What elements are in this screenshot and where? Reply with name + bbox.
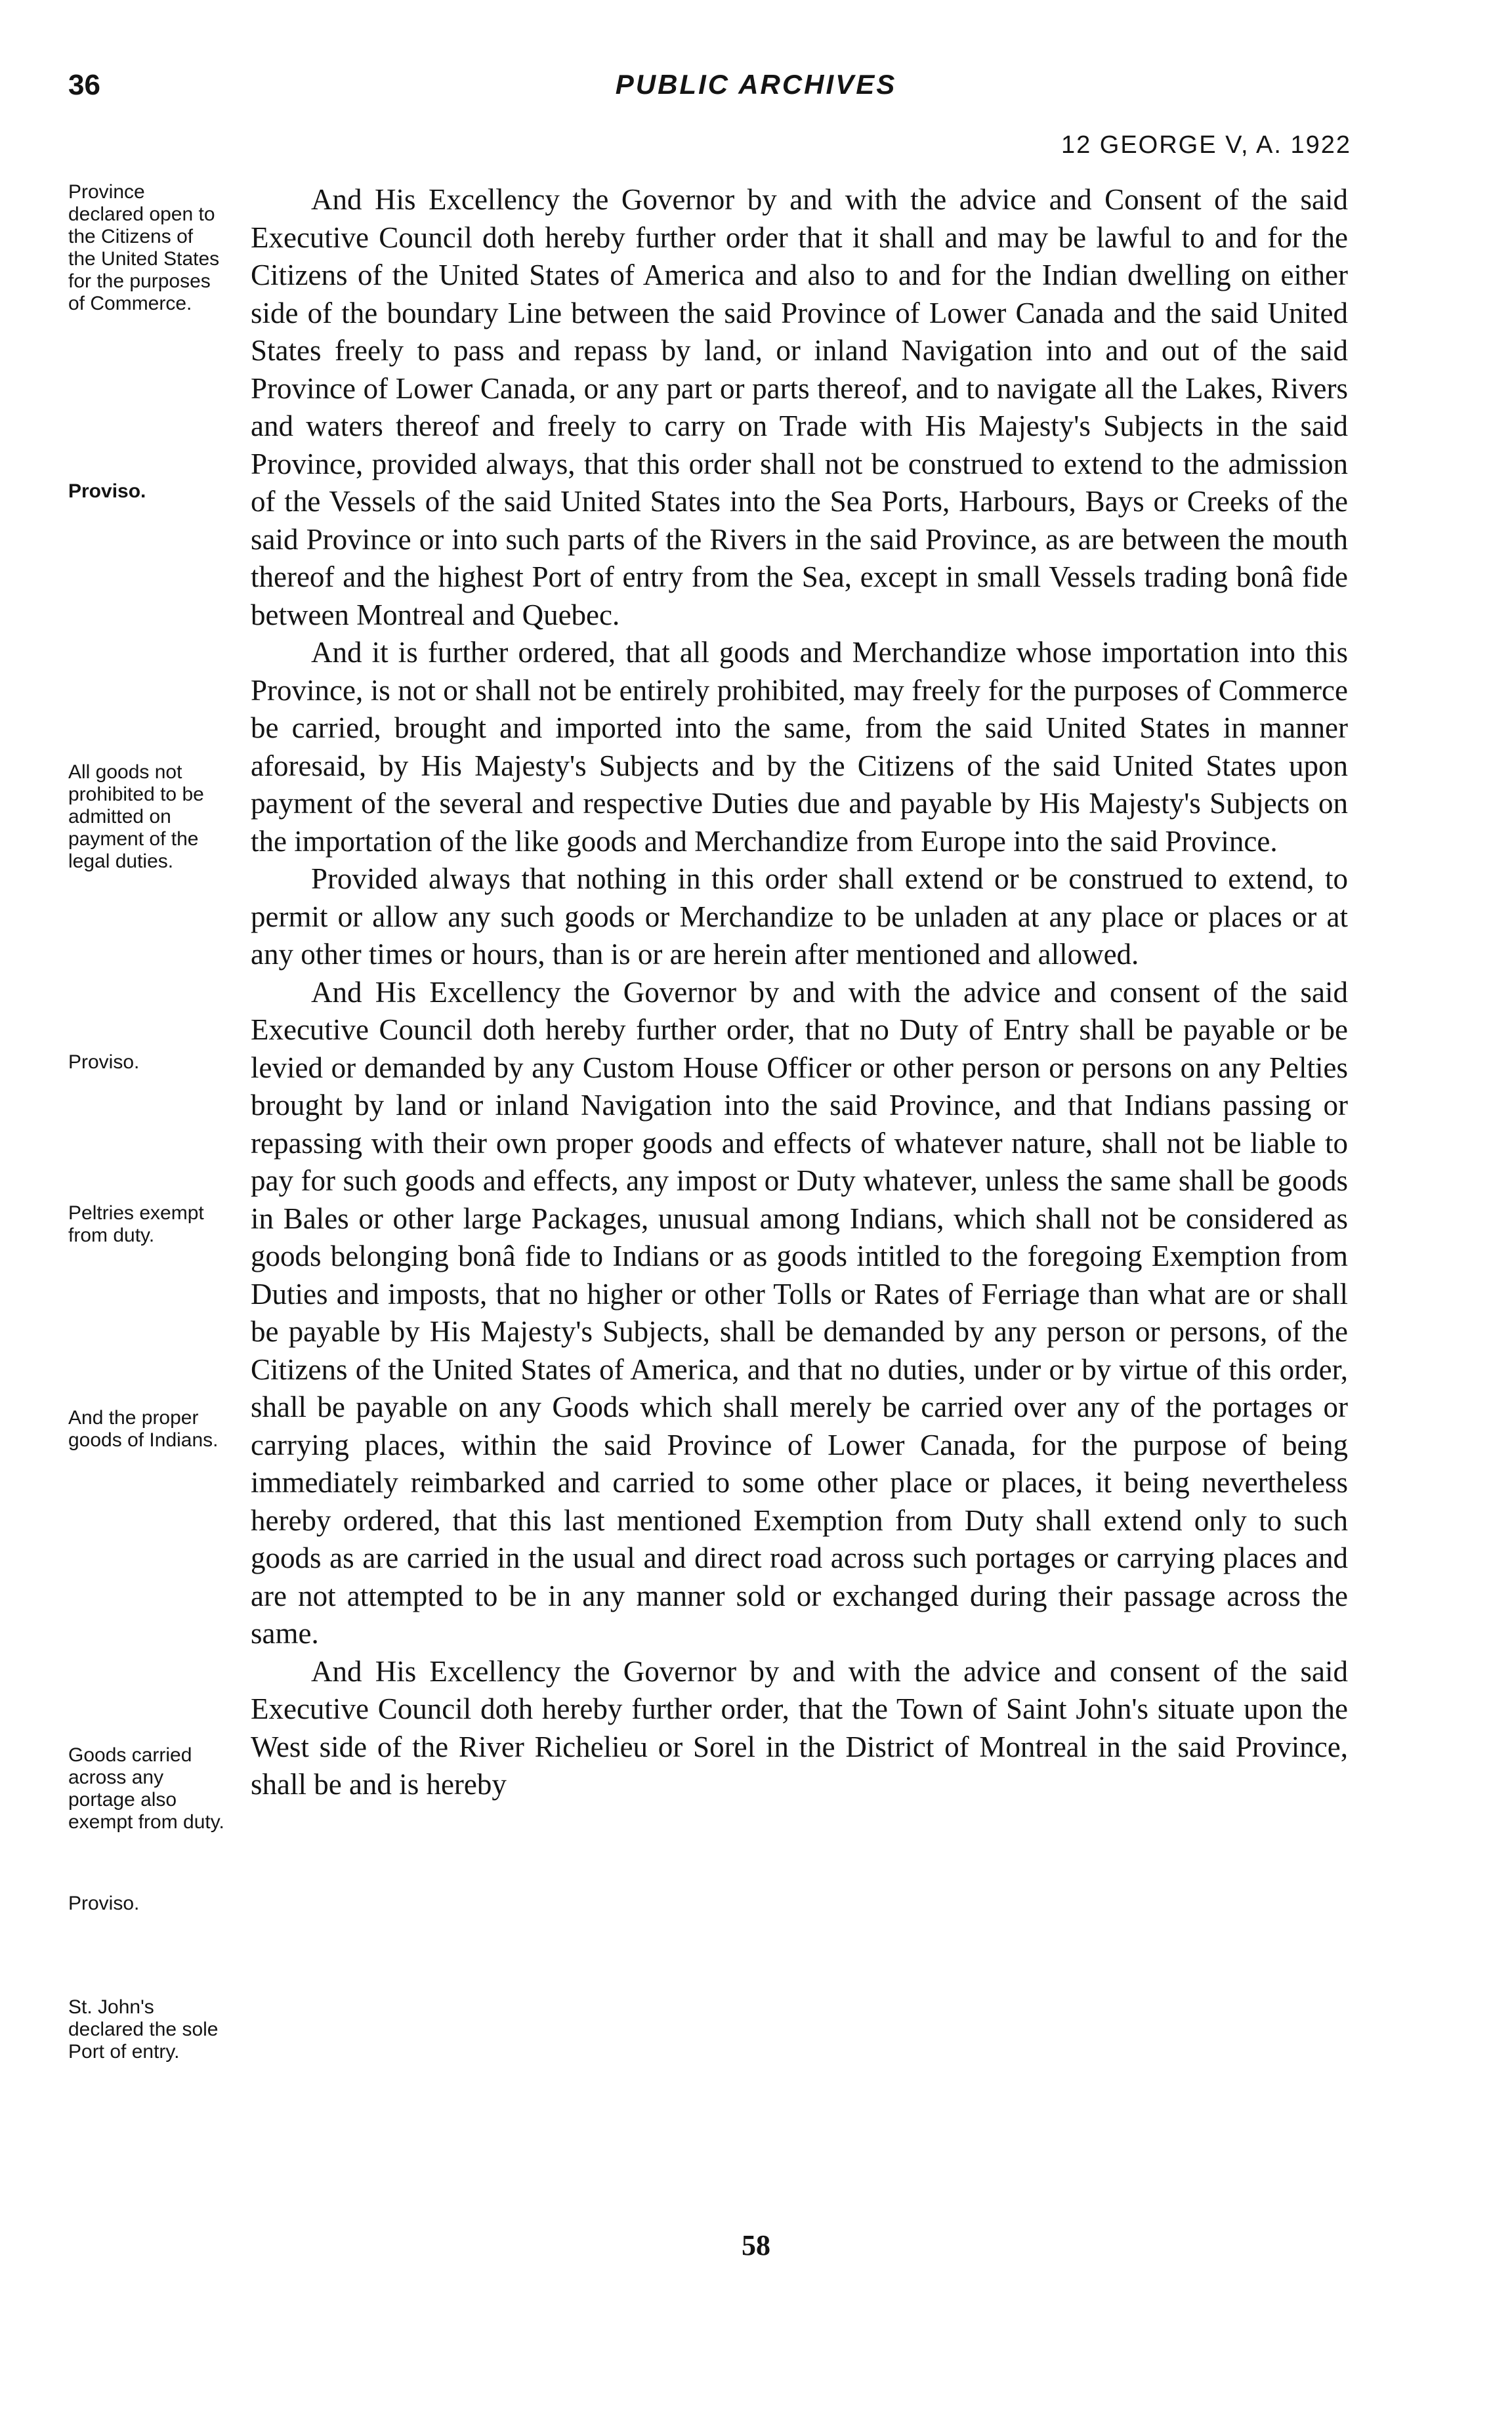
margin-note-proviso: Proviso. (68, 1051, 140, 1073)
margin-note-indian-goods: And the proper goods of Indians. (68, 1407, 219, 1451)
paragraph: And it is further ordered, that all goods and Merchandize whose importation into this Province, is not or shall not be entirely prohibited, may freely for the purposes of Commerce be carried, brought and imported into the same, from the said United States in manner aforesaid, by His Majesty's Subjects and by the Citizens of the said United States upon payment of the several and respective Duties due and payable by His Majesty's Subjects on the importation of the like goods and Merchandize from Europe into the said Province. (251, 636, 1348, 858)
paragraph: And His Excellency the Governor by and with the advice and consent of the said Executive Council doth hereby further order, that the Town of Saint John's situate upon the West side of the River Richelieu or Sorel in the District of Montreal in the said Province, shall be and is hereby (251, 1654, 1348, 1801)
running-title: PUBLIC ARCHIVES (615, 69, 897, 100)
margin-note-portage-goods: Goods carried across any portage also exempt from duty. (68, 1744, 224, 1833)
page-number: 36 (68, 69, 100, 101)
session-reference: 12 GEORGE V, A. 1922 (1060, 131, 1351, 159)
margin-note-proviso: Proviso. (68, 1893, 140, 1914)
footer-page-number: 58 (742, 2229, 770, 2261)
paragraph: And His Excellency the Governor by and with the advice and consent of the said Executive Council doth hereby further order, that no Duty of Entry shall be payable or be levied or demanded by any Custom House Officer or other person or persons on any Pelties brought by land or inland Navigation into the said Province, and that Indians passing or repassing with their own proper goods and effects of whatever nature, shall not be liable to pay for such goods and effects, any impost or Duty whatever, unless the same shall be goods in Bales or other large Packages, unusual among Indians, which shall not be considered as goods belonging bonâ fide to Indians or as goods intitled to the foregoing Exemption from Duties and imposts, that no higher or other Tolls or Rates of Ferriage than what are or shall be payable by His Majesty's Subjects, shall be demanded by any person or persons, of the Citizens of the United States of America, and that no duties, under or by virtue of this order, shall be payable on any Goods which shall merely be carried over any of the portages or carrying places, within the said Province of Lower Canada, for the purpose of being immediately reimbarked and carried to some other place or places, it being nevertheless hereby ordered, that this last mentioned Exemption from Duty shall extend only to such goods as are carried in the usual and direct road across such portages or carrying places and are not attempted to be in any manner sold or exchanged during their passage across the same. (251, 975, 1348, 1650)
margin-note-peltries-exempt: Peltries exempt from duty. (68, 1202, 204, 1246)
margin-note-proviso: Proviso. (68, 480, 146, 502)
margin-note-province-open: Province declared open to the Citizens of the United States for the purposes of Commerce. (68, 181, 220, 314)
margin-note-goods-admitted: All goods not prohibited to be admitted on payment of the legal duties. (68, 761, 204, 872)
paragraph: Provided always that nothing in this order shall extend or be construed to extend, to permit or allow any such goods or Merchandize to be unladen at any place or places or at any other times or hours, than is or are herein after mentioned and allowed. (251, 862, 1348, 971)
paragraph: And His Excellency the Governor by and with the advice and Consent of the said Executive Council doth hereby further order that it shall and may be lawful to and for the Citizens of the United States of America and also to and for the Indian dwelling on either side of the boundary Line between the said Province of Lower Canada and the said United States freely to pass and repass by land, or inland Navigation into and out of the said Province of Lower Canada, or any part or parts thereof, and to navigate all the Lakes, Rivers and waters thereof and freely to carry on Trade with His Majesty's Subjects in the said Province, provided always, that this order shall not be construed to extend to the admission of the Vessels of the said United States into the Sea Ports, Harbours, Bays or Creeks of the said Province or into such parts of the Rivers in the said Province, as are between the mouth thereof and the highest Port of entry from the Sea, except in small Vessels trading bonâ fide between Montreal and Quebec. (251, 183, 1348, 631)
margin-note-port-of-entry: St. John's declared the sole Port of entry. (68, 1996, 219, 2063)
main-text (251, 181, 1348, 1804)
